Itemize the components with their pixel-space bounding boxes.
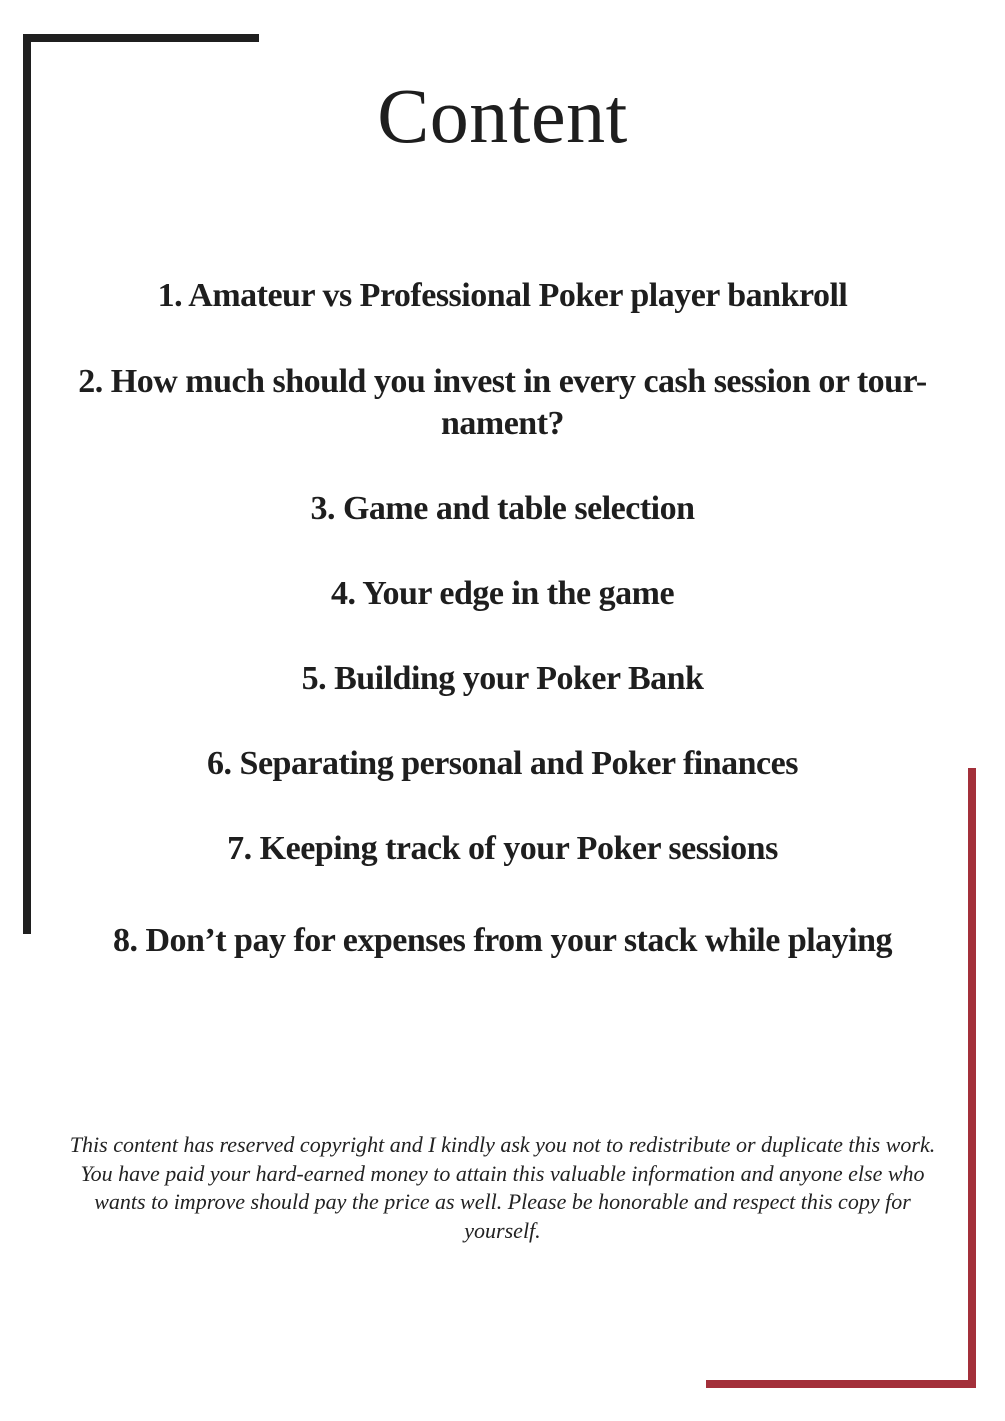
copyright-notice: This content has reserved copyright and I kindly ask you not to redistribute or duplicate this work. You have paid your hard-earned money to attain this valuable information and anyone else who wants to improve should pay the price as well. Please be honorable and respect this copy for yourself. [69, 1132, 936, 1243]
toc-item-2 [60, 361, 945, 445]
toc-item-8: 8. Don’t pay for expenses from your stack while playing [112, 922, 893, 959]
toc-item-2-line-1: 2. How much should you invest in every cash session or tour- [78, 363, 927, 400]
toc-item-3: 3. Game and table selection [310, 490, 695, 527]
toc-item-6: 6. Separating personal and Poker finances [207, 745, 798, 782]
frame-corner-bottom-right-horizontal [706, 1380, 976, 1388]
frame-corner-top-left-vertical [23, 34, 31, 934]
page-title: Content [377, 72, 628, 159]
toc-item-1: 1. Amateur vs Professional Poker player bankroll [157, 277, 848, 314]
toc-item-4: 4. Your edge in the game [330, 575, 675, 612]
toc-item-5: 5. Building your Poker Bank [301, 660, 704, 697]
toc-item-7: 7. Keeping track of your Poker sessions [227, 830, 778, 867]
toc-item-2-line-2: nament? [440, 405, 565, 442]
frame-corner-bottom-right-vertical [968, 768, 976, 1388]
frame-corner-top-left-horizontal [23, 34, 259, 42]
